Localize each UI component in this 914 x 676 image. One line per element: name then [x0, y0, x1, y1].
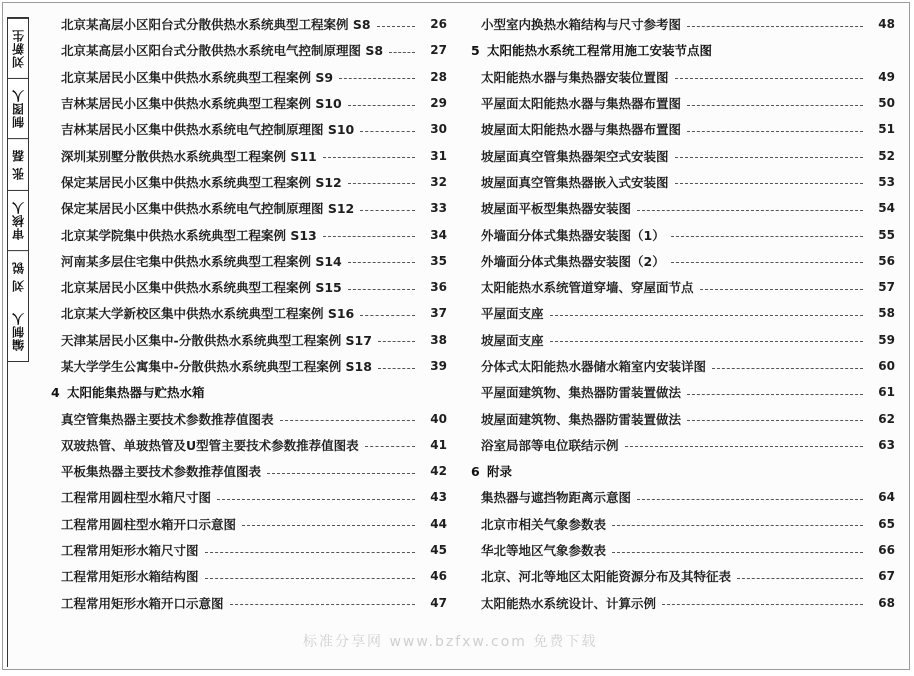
- toc-entry-title: 北京某学院集中供热水系统典型工程案例 S13: [61, 227, 317, 243]
- toc-entry-title: 北京某居民小区集中供热水系统典型工程案例 S15: [61, 280, 342, 296]
- toc-entry-title: 北京、河北等地区太阳能资源分布及其特征表: [481, 569, 732, 585]
- toc-entry-title: 坡屋面太阳能热水器与集热器布置图: [481, 122, 682, 138]
- toc-entry-title: 坡屋面支座: [481, 332, 544, 348]
- toc-entry[interactable]: [51, 563, 447, 589]
- dot-leader: [360, 131, 415, 132]
- toc-entry[interactable]: [51, 195, 447, 221]
- dot-leader: [378, 341, 415, 342]
- toc-page-number: 67: [878, 569, 895, 584]
- toc-page-number: 54: [878, 201, 895, 216]
- toc-page-number: 64: [878, 490, 895, 505]
- dot-leader: [360, 315, 415, 316]
- signature-cell: 审核人: [8, 190, 28, 250]
- toc-entry[interactable]: [471, 90, 895, 116]
- toc-page-number: 27: [430, 43, 447, 58]
- toc-page-number: 61: [878, 385, 895, 400]
- dot-leader: [550, 315, 863, 316]
- dot-leader: [348, 289, 415, 290]
- toc-entry[interactable]: [471, 11, 895, 37]
- toc-entry-title: 工程常用矩形水箱开口示意图: [61, 595, 224, 611]
- toc-entry[interactable]: [51, 116, 447, 142]
- dot-leader: [339, 78, 415, 79]
- dot-leader: [687, 420, 863, 421]
- toc-entry[interactable]: [51, 300, 447, 326]
- dot-leader: [389, 52, 415, 53]
- toc-entry-title: 工程常用矩形水箱结构图: [61, 569, 199, 585]
- toc-entry[interactable]: [51, 221, 447, 247]
- toc-entry[interactable]: [471, 405, 895, 431]
- toc-entry-title: 北京某大学新校区集中供热水系统典型工程案例 S16: [61, 306, 355, 322]
- toc-entry[interactable]: [471, 221, 895, 247]
- toc-entry[interactable]: [471, 590, 895, 616]
- toc-entry-title: 平屋面建筑物、集热器防雷装置做法: [481, 385, 682, 401]
- toc-entry[interactable]: [471, 327, 895, 353]
- toc-entry-title: 平板集热器主要技术参数推荐值图表: [61, 464, 262, 480]
- toc-page-number: 45: [430, 543, 447, 558]
- toc-entry-title: 工程常用矩形水箱尺寸图: [61, 543, 199, 559]
- toc-page-number: 40: [430, 411, 447, 426]
- toc-page-number: 39: [430, 359, 447, 373]
- toc-entry-title: 平屋面太阳能热水器与集热器布置图: [481, 96, 682, 112]
- toc-entry-title: 集热器与遮挡物距离示意图: [481, 490, 632, 506]
- toc-column-right: [471, 11, 895, 616]
- toc-entry[interactable]: [471, 64, 895, 90]
- dot-leader: [230, 604, 415, 605]
- dot-leader: [712, 368, 863, 369]
- toc-entry[interactable]: [51, 590, 447, 616]
- toc-entry[interactable]: [51, 432, 447, 458]
- toc-page-number: 48: [878, 17, 895, 32]
- toc-entry[interactable]: [51, 511, 447, 537]
- section-number: 6: [471, 463, 480, 479]
- dot-leader: [323, 236, 415, 237]
- toc-entry-title: 坡屋面平板型集热器安装图: [481, 201, 632, 217]
- toc-entry[interactable]: [51, 64, 447, 90]
- dot-leader: [671, 236, 863, 237]
- signature-cell: 张 磊: [8, 138, 28, 190]
- toc-entry-title: 太阳能热水系统管道穿墙、穿屋面节点: [481, 280, 694, 296]
- toc-entry-title: 工程常用圆柱型水箱开口示意图: [61, 516, 237, 532]
- toc-entry-title: 坡屋面真空管集热器架空式安装图: [481, 148, 669, 164]
- toc-entry[interactable]: [51, 537, 447, 563]
- toc-entry[interactable]: [51, 37, 447, 63]
- toc-section-heading: [51, 379, 447, 405]
- toc-entry[interactable]: [471, 432, 895, 458]
- toc-page-number: 42: [430, 464, 447, 479]
- dot-leader: [687, 394, 863, 395]
- toc-page-number: 29: [430, 96, 447, 111]
- toc-entry-title: 平屋面支座: [481, 306, 544, 322]
- dot-leader: [348, 105, 415, 106]
- dot-leader: [365, 446, 415, 447]
- dot-leader: [671, 262, 863, 263]
- toc-entry-title: 吉林某居民小区集中供热水系统电气控制原理图 S10: [61, 122, 355, 138]
- dot-leader: [242, 525, 415, 526]
- toc-entry[interactable]: [471, 248, 895, 274]
- toc-entry[interactable]: [51, 274, 447, 300]
- toc-section-heading: [471, 37, 895, 63]
- dot-leader: [675, 183, 863, 184]
- dot-leader: [687, 131, 863, 132]
- toc-entry[interactable]: [471, 116, 895, 142]
- toc-page-number: 52: [878, 148, 895, 163]
- toc-entry[interactable]: [51, 353, 447, 379]
- toc-entry-title: 某大学学生公寓集中-分散供热水系统典型工程案例 S18: [61, 359, 372, 374]
- toc-entry[interactable]: [471, 537, 895, 563]
- dot-leader: [612, 552, 863, 553]
- dot-leader: [280, 420, 415, 421]
- toc-entry[interactable]: [471, 353, 895, 379]
- toc-page-number: 49: [878, 69, 895, 84]
- signature-cell: 刘 锐: [8, 250, 28, 302]
- toc-page-number: 44: [430, 516, 447, 531]
- toc-entry[interactable]: [51, 90, 447, 116]
- toc-entry-title: 外墙面分体式集热器安装图（2）: [481, 253, 665, 269]
- toc-entry-title: 工程常用圆柱型水箱尺寸图: [61, 490, 212, 506]
- toc-page-number: 55: [878, 227, 895, 242]
- toc-entry-title: 北京市相关气象参数表: [481, 516, 607, 532]
- toc-entry[interactable]: [471, 379, 895, 405]
- toc-page-number: 36: [430, 280, 447, 295]
- toc-entry-title: 坡屋面真空管集热器嵌入式安装图: [481, 174, 669, 190]
- toc-entry[interactable]: [471, 142, 895, 168]
- toc-entry-title: 保定某居民小区集中供热水系统电气控制原理图 S12: [61, 201, 355, 217]
- toc-page-number: 35: [430, 253, 447, 268]
- toc-page-number: 43: [430, 490, 447, 505]
- dot-leader: [675, 157, 863, 158]
- dot-leader: [205, 578, 415, 579]
- dot-leader: [625, 446, 863, 447]
- toc-entry-title: 分体式太阳能热水器储水箱室内安装详图: [481, 359, 707, 374]
- dot-leader: [687, 105, 863, 106]
- dot-leader: [217, 499, 415, 500]
- toc-entry-title: 小型室内换热水箱结构与尺寸参考图: [481, 17, 682, 33]
- toc-entry[interactable]: [51, 248, 447, 274]
- toc-entry[interactable]: [51, 484, 447, 510]
- toc-column-left: [51, 11, 447, 616]
- signature-cell: 制图人: [8, 78, 28, 138]
- toc-entry-title: 外墙面分体式集热器安装图（1）: [481, 227, 665, 243]
- dot-leader: [675, 78, 863, 79]
- dot-leader: [700, 289, 863, 290]
- toc-entry-title: 双玻热管、单玻热管及U型管主要技术参数推荐值图表: [61, 437, 359, 453]
- document-page: [2, 2, 910, 670]
- section-number: 4: [51, 384, 60, 400]
- toc-entry-title: 天津某居民小区集中-分散供热水系统典型工程案例 S17: [61, 332, 372, 348]
- dot-leader: [612, 525, 863, 526]
- toc-entry[interactable]: [471, 563, 895, 589]
- toc-entry[interactable]: [471, 169, 895, 195]
- dot-leader: [737, 578, 863, 579]
- toc-entry-title: 华北等地区气象参数表: [481, 543, 607, 559]
- toc-entry[interactable]: [51, 458, 447, 484]
- dot-leader: [687, 26, 863, 27]
- signature-cell: 编制人: [11, 312, 26, 352]
- toc-page-number: 66: [878, 543, 895, 558]
- toc-page-number: 30: [430, 122, 447, 137]
- toc-entry[interactable]: [51, 11, 447, 37]
- dot-leader: [348, 262, 415, 263]
- toc-page-number: 63: [878, 437, 895, 452]
- toc-entry-title: 深圳某别墅分散供热水系统典型工程案例 S11: [61, 148, 317, 164]
- toc-page-number: 38: [430, 332, 447, 347]
- toc-page-number: 46: [430, 569, 447, 584]
- toc-entry[interactable]: [51, 169, 447, 195]
- toc-page-number: 47: [430, 595, 447, 610]
- dot-leader: [360, 210, 415, 211]
- toc-entry-title: 吉林某居民小区集中供热水系统典型工程案例 S10: [61, 96, 342, 112]
- toc-page-number: 56: [878, 253, 895, 268]
- toc-entry-title: 太阳能热水系统设计、计算示例: [481, 595, 657, 611]
- toc-entry[interactable]: [471, 511, 895, 537]
- dot-leader: [662, 604, 863, 605]
- toc-page-number: 50: [878, 96, 895, 111]
- toc-entry-title: 浴室局部等电位联结示例: [481, 437, 619, 453]
- section-title: 太阳能集热器与贮热水箱: [67, 385, 205, 401]
- toc-entry[interactable]: [471, 300, 895, 326]
- dot-leader: [377, 26, 415, 27]
- toc-entry[interactable]: [51, 405, 447, 431]
- watermark-text: 标准分享网 www.bzfxw.com 免费下载: [303, 634, 598, 650]
- toc-page-number: 60: [878, 359, 895, 373]
- signature-cell: 刘新生: [8, 18, 28, 78]
- toc-entry-title: 河南某多层住宅集中供热水系统典型工程案例 S14: [61, 253, 342, 269]
- toc-entry-title: 北京某高层小区阳台式分散供热水系统典型工程案例 S8: [61, 17, 371, 33]
- toc-entry-title: 保定某居民小区集中供热水系统典型工程案例 S12: [61, 174, 342, 190]
- toc-page-number: 41: [430, 437, 447, 452]
- section-title: 附录: [487, 464, 513, 480]
- dot-leader: [348, 183, 415, 184]
- toc-entry-title: 北京某居民小区集中供热水系统典型工程案例 S9: [61, 69, 334, 85]
- toc-page-number: 65: [878, 516, 895, 531]
- toc-page-number: 62: [878, 411, 895, 426]
- toc-page-number: 26: [430, 17, 447, 32]
- dot-leader: [323, 157, 415, 158]
- toc-entry[interactable]: [471, 195, 895, 221]
- margin-rule: [7, 362, 8, 667]
- toc-entry[interactable]: [471, 274, 895, 300]
- toc-page-number: 57: [878, 280, 895, 295]
- dot-leader: [378, 368, 415, 369]
- toc-page-number: 28: [430, 69, 447, 84]
- toc-page-number: 34: [430, 227, 447, 242]
- dot-leader: [267, 473, 415, 474]
- toc-page-number: 32: [430, 174, 447, 189]
- toc-page-number: 33: [430, 201, 447, 216]
- section-title: 太阳能热水系统工程常用施工安装节点图: [487, 43, 713, 59]
- toc-page-number: 59: [878, 332, 895, 347]
- toc-page-number: 51: [878, 122, 895, 137]
- dot-leader: [637, 499, 863, 500]
- signature-block: [7, 17, 29, 362]
- toc-entry-title: 真空管集热器主要技术参数推荐值图表: [61, 411, 274, 427]
- toc-page-number: 37: [430, 306, 447, 321]
- toc-entry-title: 北京某高层小区阳台式分散供热水系统电气控制原理图 S8: [61, 43, 384, 59]
- toc-section-heading: [471, 458, 895, 484]
- toc-entry[interactable]: [51, 142, 447, 168]
- dot-leader: [205, 552, 415, 553]
- toc-page-number: 58: [878, 306, 895, 321]
- dot-leader: [637, 210, 863, 211]
- section-number: 5: [471, 42, 480, 58]
- toc-page-number: 31: [430, 148, 447, 163]
- dot-leader: [550, 341, 863, 342]
- toc-entry[interactable]: [51, 327, 447, 353]
- toc-page-number: 68: [878, 595, 895, 610]
- toc-entry[interactable]: [471, 484, 895, 510]
- toc-entry-title: 坡屋面建筑物、集热器防雷装置做法: [481, 411, 682, 427]
- toc-entry-title: 太阳能热水器与集热器安装位置图: [481, 69, 669, 85]
- toc-page-number: 53: [878, 174, 895, 189]
